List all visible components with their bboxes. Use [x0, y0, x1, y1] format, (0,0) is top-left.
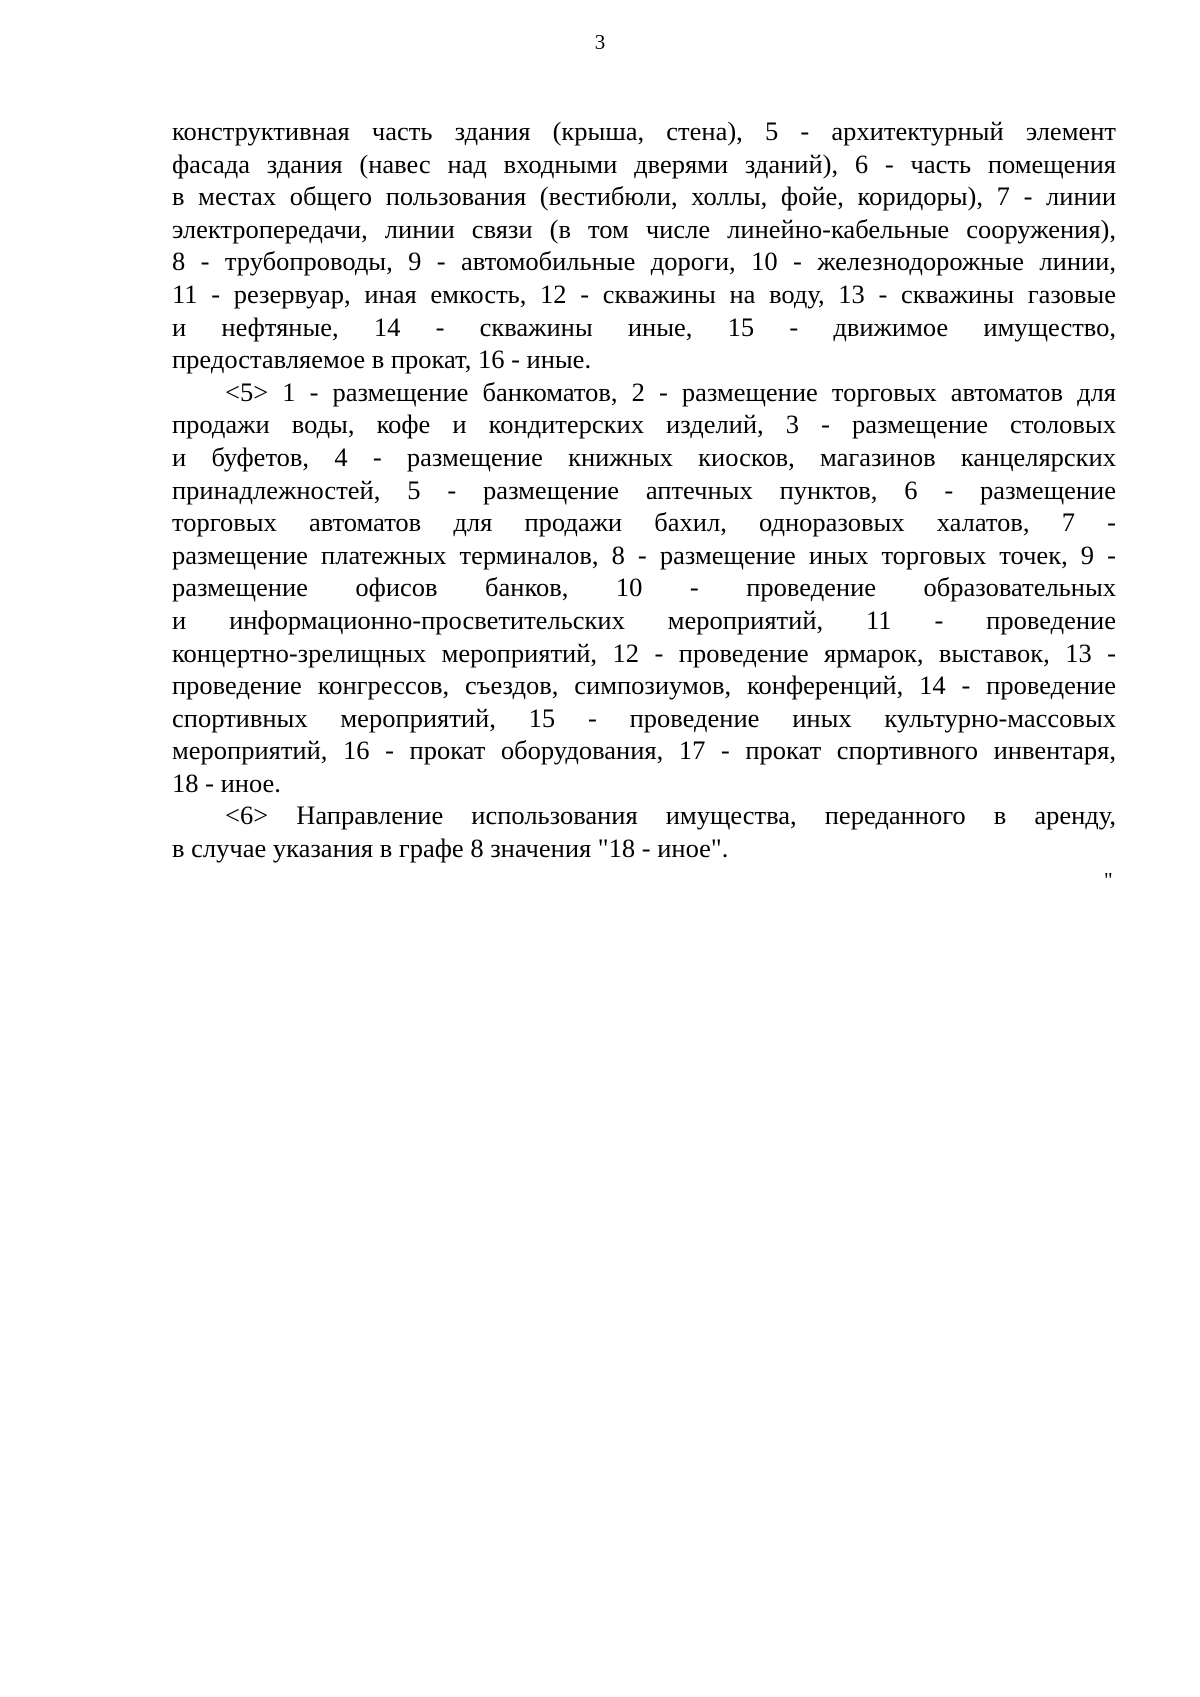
- text-line: предоставляемое в прокат, 16 - иные.: [172, 344, 592, 375]
- text-line: в местах общего пользования (вестибюли, холлы, фойе, коридоры), 7 - линии: [172, 181, 1116, 212]
- text-line: в случае указания в графе 8 значения "18 - иное".: [172, 833, 729, 864]
- text-line: и буфетов, 4 - размещение книжных киосков, магазинов канцелярских: [172, 441, 1116, 472]
- paragraph-footnote-4-continuation: [172, 115, 1116, 376]
- text-line: размещение платежных терминалов, 8 - размещение иных торговых точек, 9 -: [172, 539, 1116, 570]
- text-line: продажи воды, кофе и кондитерских изделий, 3 - размещение столовых: [172, 409, 1116, 440]
- closing-quote-mark: ": [1104, 868, 1113, 892]
- text-line: и информационно-просветительских мероприятий, 11 - проведение: [172, 604, 1116, 635]
- text-line: и нефтяные, 14 - скважины иные, 15 - движимое имущество,: [172, 311, 1116, 342]
- text-line: принадлежностей, 5 - размещение аптечных пунктов, 6 - размещение: [172, 474, 1116, 505]
- document-body: [172, 115, 1116, 865]
- text-line: спортивных мероприятий, 15 - проведение иных культурно-массовых: [172, 702, 1116, 733]
- text-line: 11 - резервуар, иная емкость, 12 - скважины на воду, 13 - скважины газовые: [172, 278, 1116, 309]
- text-line: мероприятий, 16 - прокат оборудования, 17 - прокат спортивного инвентаря,: [172, 735, 1116, 766]
- text-line: <5> 1 - размещение банкоматов, 2 - размещение торговых автоматов для: [225, 376, 1116, 407]
- paragraph-footnote-5: [172, 376, 1116, 800]
- text-line: фасада здания (навес над входными дверями зданий), 6 - часть помещения: [172, 148, 1116, 179]
- text-line: торговых автоматов для продажи бахил, одноразовых халатов, 7 -: [172, 507, 1116, 538]
- text-line: электропередачи, линии связи (в том числе линейно-кабельные сооружения),: [172, 213, 1116, 244]
- page-number: 3: [594, 30, 606, 54]
- text-line: 18 - иное.: [172, 767, 281, 798]
- text-line: 8 - трубопроводы, 9 - автомобильные дороги, 10 - железнодорожные линии,: [172, 246, 1116, 277]
- text-line: конструктивная часть здания (крыша, стена), 5 - архитектурный элемент: [172, 116, 1116, 146]
- text-line: проведение конгрессов, съездов, симпозиумов, конференций, 14 - проведение: [172, 670, 1116, 701]
- text-line: <6> Направление использования имущества, переданного в аренду,: [225, 800, 1116, 831]
- text-line: концертно-зрелищных мероприятий, 12 - проведение ярмарок, выставок, 13 -: [172, 637, 1116, 668]
- paragraph-footnote-6: [172, 799, 1116, 864]
- text-line: размещение офисов банков, 10 - проведение образовательных: [172, 572, 1116, 603]
